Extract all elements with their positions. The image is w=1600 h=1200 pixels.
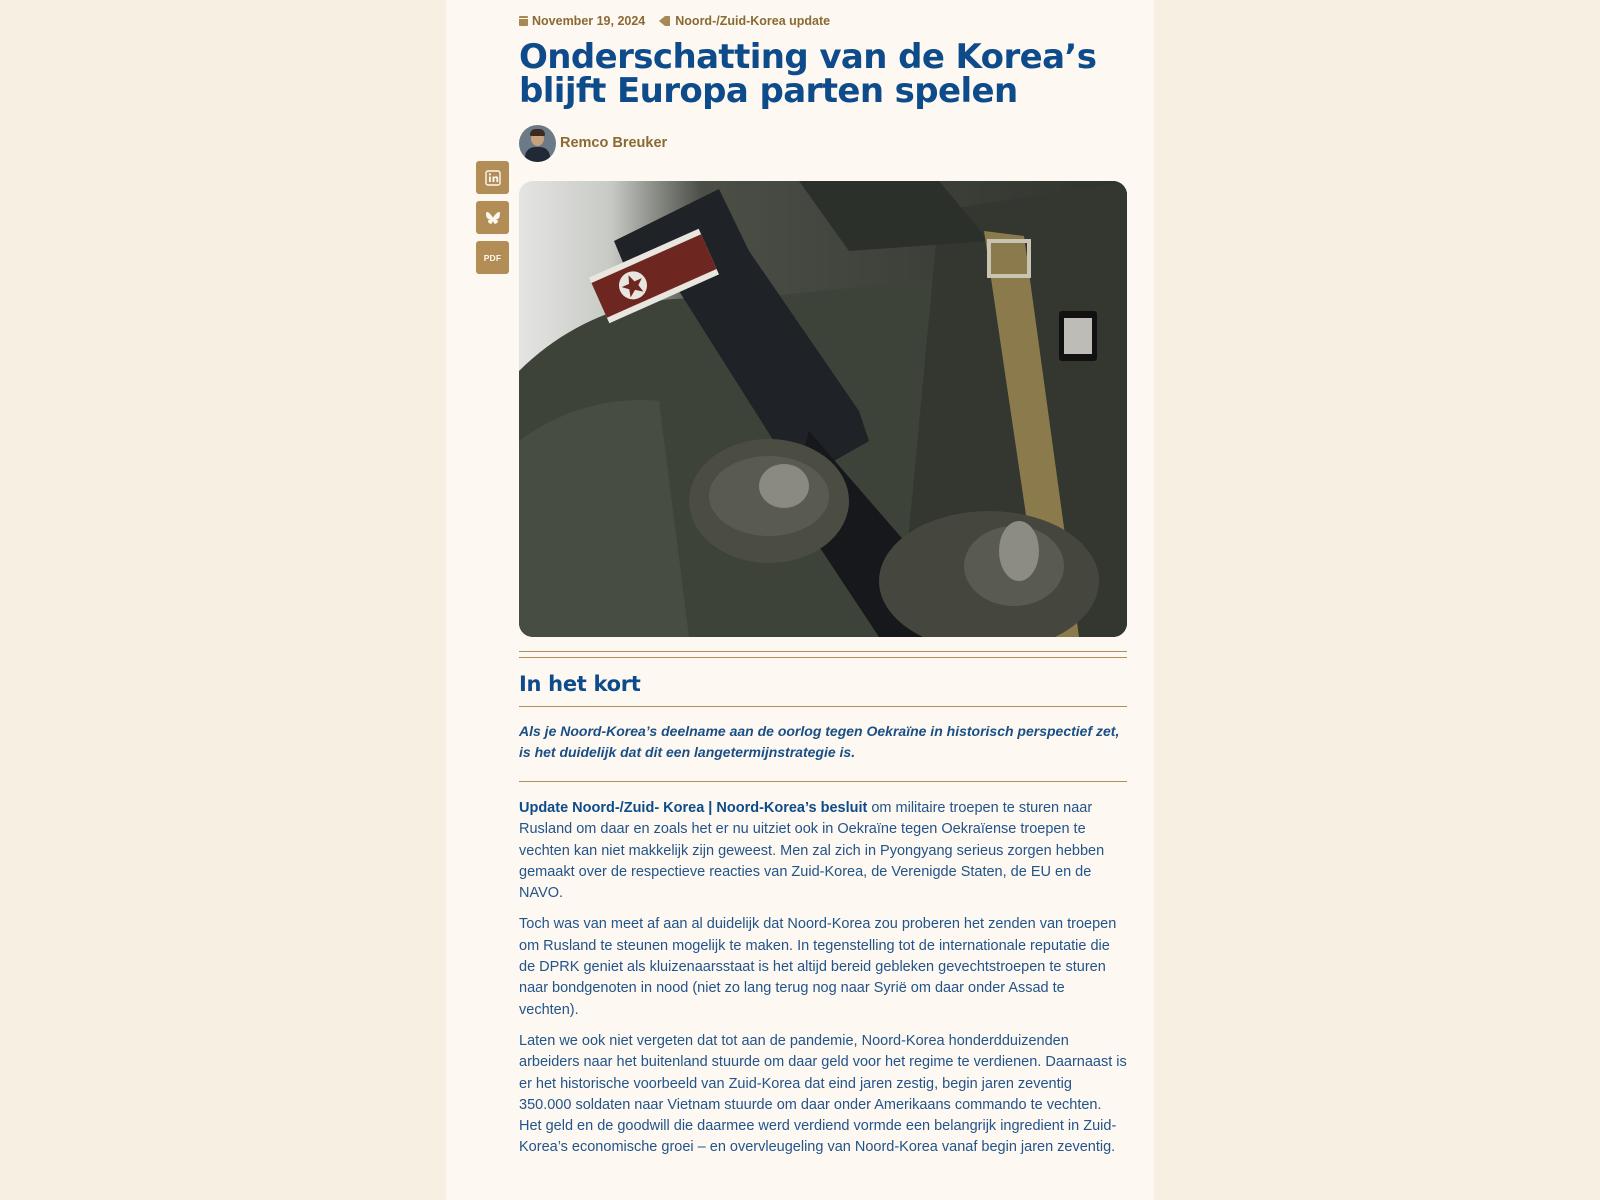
section-divider — [519, 651, 1127, 658]
article-date: November 19, 2024 — [532, 14, 646, 28]
category-meta[interactable] — [659, 14, 830, 28]
summary-rule-bottom — [519, 781, 1127, 782]
summary-text: Als je Noord-Korea’s deelname aan de oorlog tegen Oekraïne in historisch perspectief zet, is het duidelijk dat dit een langetermijnstrategie is. — [519, 723, 1120, 760]
author-name[interactable]: Remco Breuker — [560, 135, 668, 151]
article-title: Onderschatting van de Korea’s blijft Europa parten spelen — [519, 37, 1097, 111]
summary-heading: In het kort — [519, 672, 641, 696]
calendar-icon — [519, 16, 528, 26]
summary-rule-top — [519, 706, 1127, 707]
body-lead: Update Noord-/Zuid- Korea | Noord-Korea’s besluit — [519, 800, 868, 816]
date-meta — [519, 14, 645, 28]
hero-image — [519, 181, 1127, 637]
article-meta — [519, 13, 1127, 29]
body-paragraph-2: Toch was van meet af aan al duidelijk dat Noord-Korea zou proberen het zenden van troepen om Rusland te steunen mogelijk te maken. In tegenstelling tot de internationale reputatie die de DPRK geniet als kluizenaarsstaat is het altijd bereid gebleken gevechtstroepen te sturen naar bondgenoten in nood (niet zo lang terug nog naar Syrië om daar onder Assad te vechten). — [519, 916, 1117, 1018]
avatar[interactable] — [519, 125, 556, 162]
pdf-icon: PDF — [483, 252, 502, 263]
body-paragraph-1 — [519, 798, 1127, 904]
article-category[interactable]: Noord-/Zuid-Korea update — [675, 14, 831, 28]
tag-icon — [659, 16, 665, 26]
body-paragraph-1-text: om militaire troepen te sturen naar Rusland om daar en zoals het er nu uitziet ook in Oekraïne tegen Oekraïense troepen te vechten kan niet makkelijk zijn geweest. Men zal zich in Pyongyang serieus zorgen hebben gemaakt over de respectieve reacties van Zuid-Korea, de Verenigde Staten, de EU en de NAVO. — [519, 800, 1105, 902]
soldier-photo — [519, 181, 1127, 637]
author-byline[interactable] — [519, 124, 1127, 162]
body-paragraph-3: Laten we ook niet vergeten dat tot aan de pandemie, Noord-Korea honderdduizenden arbeiders naar het buitenland stuurde om daar geld voor het regime te verdienen. Daarnaast is er het historische voorbeeld van Zuid-Korea dat eind jaren zestig, begin jaren zeventig 350.000 soldaten naar Vietnam stuurde om daar onder Amerikaans commando te vechten. Het geld en de goodwill die daarmee werd verdiend vormde een belangrijk ingredient in Zuid-Korea’s economische groei – en overvleugeling van Noord-Korea vanaf begin jaren zeventig. — [519, 1032, 1127, 1156]
article-content — [519, 0, 1127, 1159]
